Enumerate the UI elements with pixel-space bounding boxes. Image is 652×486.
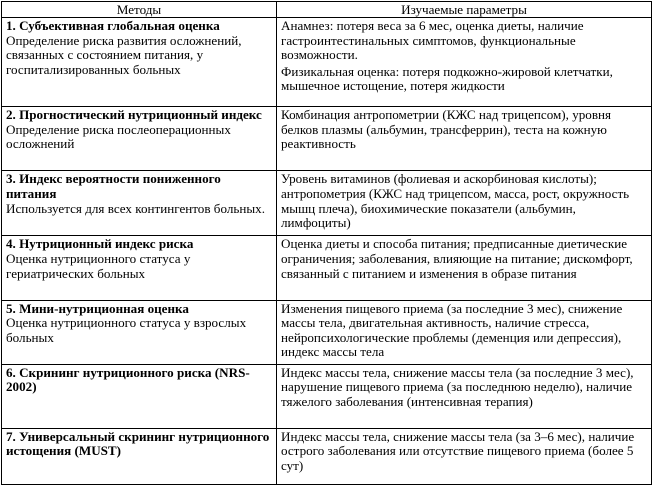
method-name: 7. Универсальный скрининг нутриционного истощения (MUST): [6, 428, 270, 459]
parameters-cell: [277, 18, 652, 107]
method-cell: [2, 107, 277, 171]
method-cell: [2, 300, 277, 364]
parameters-cell: [277, 107, 652, 171]
method-name: 6. Скрининг нутриционного риска (NRS-2002): [6, 364, 250, 395]
method-name: 2. Прогностический нутриционный индекс: [6, 107, 262, 123]
parameters-text: Уровень витаминов (фолиевая и аскорбиновая кислоты); антропометрия (КЖС над трицепсом, масса, рост, окружность мышц плеча), биохимические показатели (альбумин, лимфоциты): [281, 171, 630, 231]
table-row: [2, 300, 652, 364]
parameters-text: Физикальная оценка: потеря подкожно-жировой клетчатки, мышечное истощение, потеря жидкости: [281, 63, 613, 94]
method-description: Оценка нутриционного статуса у взрослых больных: [6, 315, 247, 345]
parameters-cell: [277, 236, 652, 300]
method-cell: [2, 364, 277, 428]
method-name: 1. Субъективная глобальная оценка: [6, 18, 220, 33]
method-cell: [2, 428, 277, 484]
method-description: Используется для всех контингентов больных.: [6, 200, 265, 216]
method-name: 4. Нутриционный индекс риска: [6, 236, 194, 252]
parameters-text: Оценка диеты и способа питания; предписанные диетические ограничения; заболевания, влияющие на питание; дискомфорт, связанный с питанием и изменения в образе питания: [281, 236, 633, 281]
method-cell: [2, 18, 277, 107]
parameters-text: Индекс массы тела, снижение массы тела (за 3–6 мес), наличие острого заболевания или отсутствие пищевого приема (более 5 сут): [281, 428, 635, 473]
table-row: [2, 107, 652, 171]
parameters-text: Индекс массы тела, снижение массы тела (за последние 3 мес), нарушение пищевого приема (за последнюю неделю), наличие тяжелого заболевания (интенсивная терапия): [281, 364, 634, 409]
header-row: [2, 2, 652, 18]
parameters-cell: [277, 364, 652, 428]
method-description: Оценка нутриционного статуса у гериатрических больных: [6, 251, 191, 281]
method-cell: [2, 171, 277, 236]
method-description: Определение риска развития осложнений, связанных с состоянием питания, у госпитализированных больных: [6, 32, 242, 77]
table-row: [2, 428, 652, 484]
header-parameters: Изучаемые параметры: [277, 2, 652, 18]
table-row: [2, 171, 652, 236]
parameters-cell: [277, 428, 652, 484]
parameters-cell: [277, 171, 652, 236]
parameters-text: Изменения пищевого приема (за последние 3 мес), снижение массы тела, двигательная активность, наличие стресса, нейропсихологические проблемы (деменция или депрессия), индекс массы тела: [281, 300, 623, 360]
header-methods: Методы: [2, 2, 277, 18]
parameters-cell: [277, 300, 652, 364]
parameters-text: Анамнез: потеря веса за 6 мес, оценка диеты, наличие гастроинтестинальных симптомов, функциональные возможности.: [281, 18, 584, 63]
table-row: [2, 18, 652, 107]
parameters-text: Комбинация антропометрии (КЖС над трицепсом), уровня белков плазмы (альбумин, трансферрин), теста на кожную реактивность: [281, 107, 612, 152]
table-row: [2, 364, 652, 428]
methods-table: [1, 1, 652, 485]
method-description: Определение риска послеоперационных осложнений: [6, 121, 231, 152]
method-name: 5. Мини-нутриционная оценка: [6, 300, 189, 316]
table-row: [2, 236, 652, 300]
method-name: 3. Индекс вероятности пониженного питания: [6, 171, 221, 201]
method-cell: [2, 236, 277, 300]
